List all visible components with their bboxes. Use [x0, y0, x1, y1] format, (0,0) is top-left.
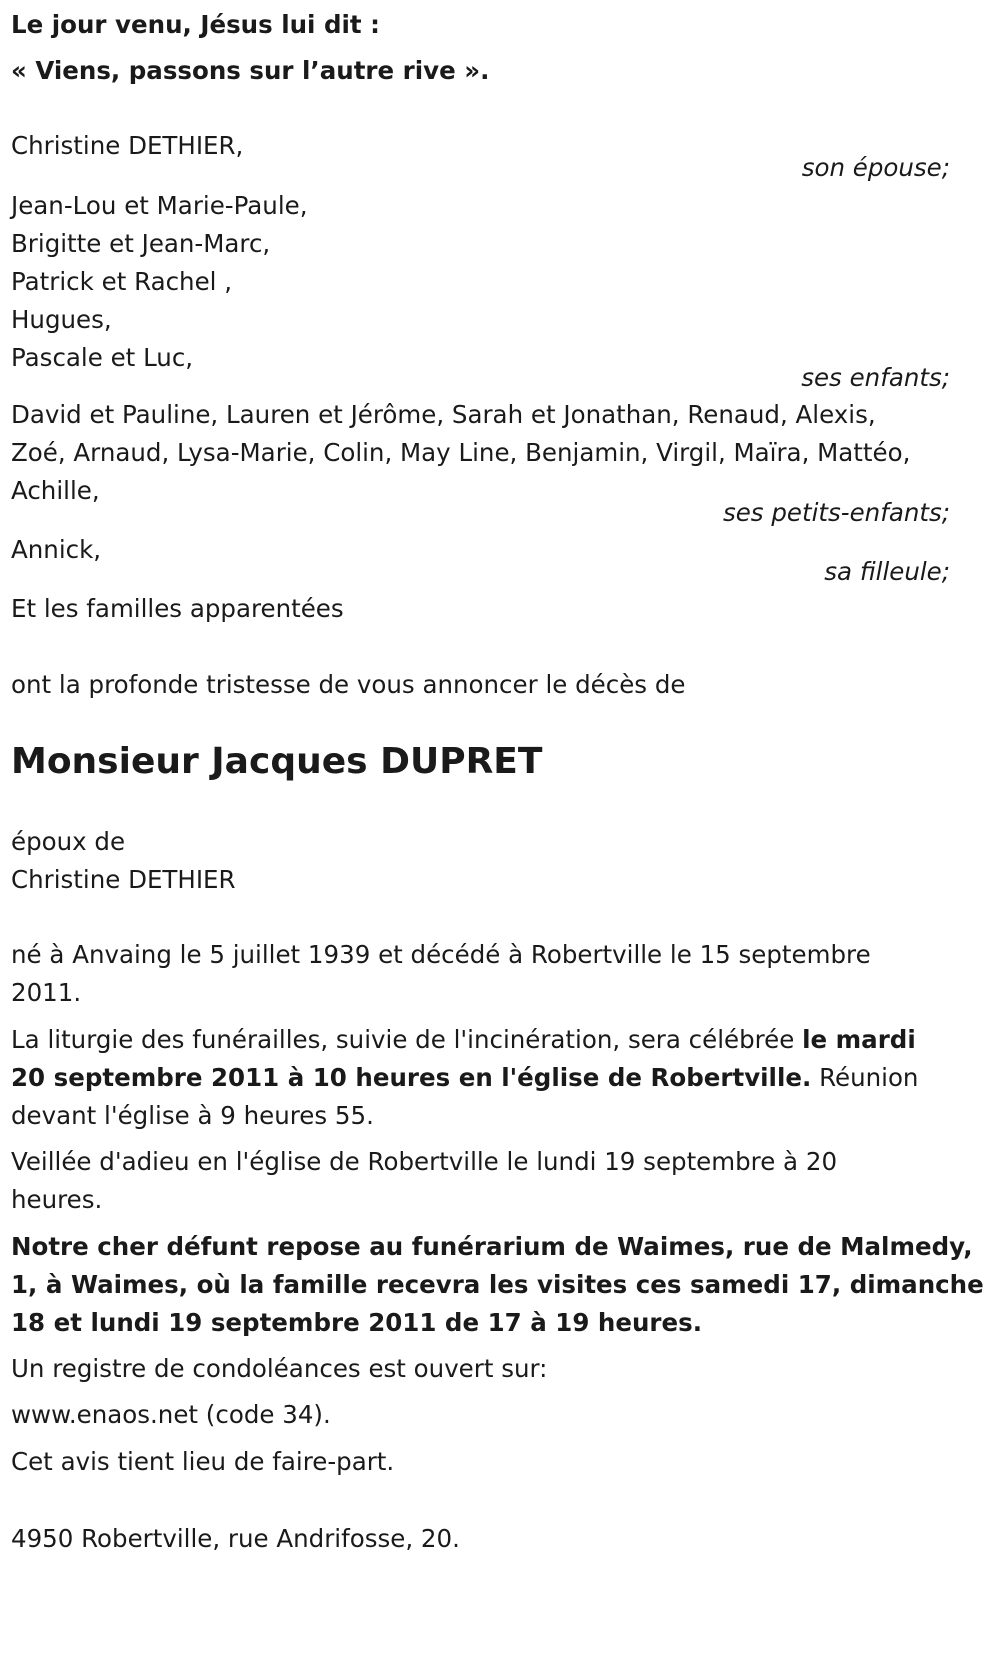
vigil-line: heures.: [11, 1185, 103, 1214]
child-line: Pascale et Luc,: [11, 343, 194, 372]
birth-death: [11, 936, 986, 1012]
grandchildren-role: ses petits-enfants;: [722, 498, 950, 527]
grandchildren-line: David et Pauline, Lauren et Jérôme, Sarah et Jonathan, Renaud, Alexis,: [11, 400, 876, 429]
grandchildren-line: Achille,: [11, 476, 100, 505]
child-line: Brigitte et Jean-Marc,: [11, 229, 271, 258]
announcement: ont la profonde tristesse de vous annoncer le décès de: [11, 670, 686, 699]
liturgy-line-3: devant l'église à 9 heures 55.: [11, 1101, 374, 1130]
spouse-name: Christine DETHIER,: [11, 131, 244, 160]
funerarium-line: 1, à Waimes, où la famille recevra les visites ces samedi 17, dimanche: [11, 1270, 984, 1299]
condolences-line: Un registre de condoléances est ouvert sur:: [11, 1354, 548, 1383]
funerarium-paragraph: [11, 1228, 986, 1342]
grandchildren-line: Zoé, Arnaud, Lysa-Marie, Colin, May Line, Benjamin, Virgil, Maïra, Mattéo,: [11, 438, 911, 467]
goddaughter-role: sa filleule;: [824, 557, 950, 586]
grandchildren-list: [11, 396, 986, 510]
quote-line-2: « Viens, passons sur l’autre rive ».: [11, 56, 490, 85]
condolences-website: www.enaos.net (code 34).: [11, 1400, 331, 1429]
vigil-paragraph: [11, 1143, 986, 1219]
liturgy-line-1: [11, 1021, 986, 1059]
liturgy-after: Réunion: [811, 1063, 919, 1092]
spouse-role: son épouse;: [801, 153, 950, 182]
notice-line: Cet avis tient lieu de faire-part.: [11, 1447, 395, 1476]
liturgy-line-2: [11, 1059, 986, 1097]
deceased-name: Monsieur Jacques DUPRET: [11, 741, 543, 782]
spouse-of-label: époux de: [11, 827, 126, 856]
child-line: Patrick et Rachel ,: [11, 267, 233, 296]
vigil-line: Veillée d'adieu en l'église de Robertville le lundi 19 septembre à 20: [11, 1147, 838, 1176]
liturgy-date-part-1: le mardi: [802, 1025, 916, 1054]
child-line: Jean-Lou et Marie-Paule,: [11, 191, 308, 220]
birth-death-line: 2011.: [11, 978, 82, 1007]
liturgy-intro: La liturgie des funérailles, suivie de l'incinération, sera célébrée: [11, 1025, 803, 1054]
families-line: Et les familles apparentées: [11, 594, 344, 623]
children-list: [11, 187, 986, 377]
birth-death-line: né à Anvaing le 5 juillet 1939 et décédé à Robertville le 15 septembre: [11, 940, 871, 969]
address-line: 4950 Robertville, rue Andrifosse, 20.: [11, 1524, 460, 1553]
child-line: Hugues,: [11, 305, 112, 334]
liturgy-date-part-2: 20 septembre 2011 à 10 heures en l'église de Robertville.: [11, 1063, 812, 1092]
liturgy-paragraph: [11, 1021, 986, 1135]
spouse-of-name: Christine DETHIER: [11, 865, 236, 894]
funerarium-line: 18 et lundi 19 septembre 2011 de 17 à 19 heures.: [11, 1308, 703, 1337]
quote-line-1: Le jour venu, Jésus lui dit :: [11, 10, 380, 39]
goddaughter-name: Annick,: [11, 535, 102, 564]
children-role: ses enfants;: [801, 363, 950, 392]
funerarium-line: Notre cher défunt repose au funérarium de Waimes, rue de Malmedy,: [11, 1232, 973, 1261]
